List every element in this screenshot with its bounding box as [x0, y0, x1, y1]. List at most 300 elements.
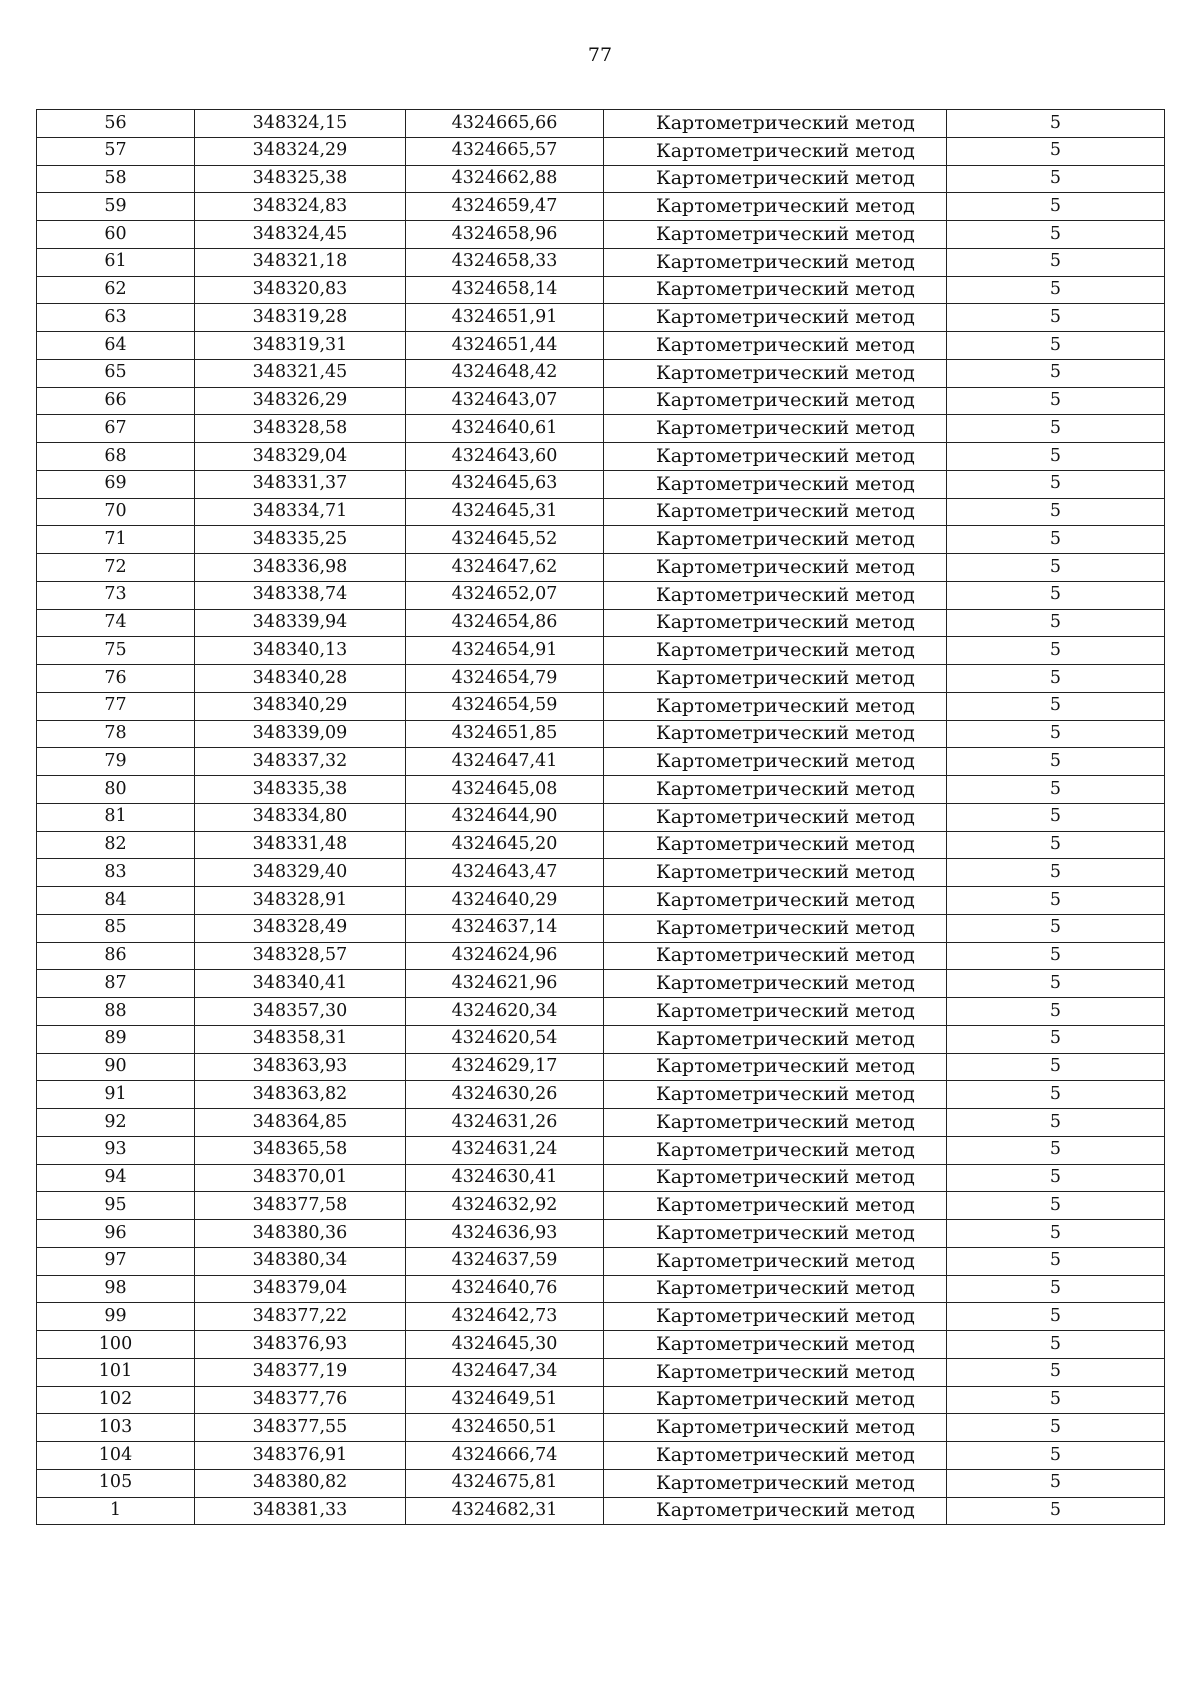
table-row	[37, 248, 1165, 276]
y-coordinate-cell: 4324645,08	[406, 776, 604, 804]
y-coordinate-cell: 4324651,85	[406, 720, 604, 748]
point-number-cell: 89	[37, 1025, 195, 1053]
accuracy-cell: 5	[947, 1220, 1165, 1248]
accuracy-cell: 5	[947, 415, 1165, 443]
x-coordinate-cell: 348358,31	[195, 1025, 406, 1053]
table-row	[37, 1053, 1165, 1081]
table-row	[37, 387, 1165, 415]
y-coordinate-cell: 4324654,86	[406, 609, 604, 637]
method-cell: Картометрический метод	[604, 526, 947, 554]
point-number-cell: 102	[37, 1386, 195, 1414]
point-number-cell: 95	[37, 1192, 195, 1220]
method-cell: Картометрический метод	[604, 498, 947, 526]
method-cell: Картометрический метод	[604, 1081, 947, 1109]
point-number-cell: 58	[37, 165, 195, 193]
table-row	[37, 942, 1165, 970]
point-number-cell: 98	[37, 1275, 195, 1303]
point-number-cell: 103	[37, 1414, 195, 1442]
x-coordinate-cell: 348336,98	[195, 554, 406, 582]
method-cell: Картометрический метод	[604, 332, 947, 360]
method-cell: Картометрический метод	[604, 914, 947, 942]
x-coordinate-cell: 348335,25	[195, 526, 406, 554]
x-coordinate-cell: 348377,55	[195, 1414, 406, 1442]
point-number-cell: 93	[37, 1136, 195, 1164]
table-row	[37, 1331, 1165, 1359]
table-row	[37, 637, 1165, 665]
y-coordinate-cell: 4324643,47	[406, 859, 604, 887]
point-number-cell: 67	[37, 415, 195, 443]
method-cell: Картометрический метод	[604, 276, 947, 304]
method-cell: Картометрический метод	[604, 859, 947, 887]
point-number-cell: 97	[37, 1247, 195, 1275]
accuracy-cell: 5	[947, 1275, 1165, 1303]
y-coordinate-cell: 4324666,74	[406, 1442, 604, 1470]
y-coordinate-cell: 4324620,34	[406, 998, 604, 1026]
y-coordinate-cell: 4324645,52	[406, 526, 604, 554]
method-cell: Картометрический метод	[604, 304, 947, 332]
point-number-cell: 1	[37, 1497, 195, 1525]
point-number-cell: 74	[37, 609, 195, 637]
method-cell: Картометрический метод	[604, 165, 947, 193]
method-cell: Картометрический метод	[604, 1164, 947, 1192]
accuracy-cell: 5	[947, 1109, 1165, 1137]
accuracy-cell: 5	[947, 970, 1165, 998]
point-number-cell: 70	[37, 498, 195, 526]
y-coordinate-cell: 4324662,88	[406, 165, 604, 193]
point-number-cell: 56	[37, 110, 195, 138]
y-coordinate-cell: 4324645,63	[406, 470, 604, 498]
point-number-cell: 78	[37, 720, 195, 748]
point-number-cell: 62	[37, 276, 195, 304]
accuracy-cell: 5	[947, 914, 1165, 942]
table-row	[37, 165, 1165, 193]
point-number-cell: 57	[37, 137, 195, 165]
accuracy-cell: 5	[947, 1331, 1165, 1359]
point-number-cell: 76	[37, 665, 195, 693]
x-coordinate-cell: 348335,38	[195, 776, 406, 804]
table-row	[37, 110, 1165, 138]
y-coordinate-cell: 4324659,47	[406, 193, 604, 221]
method-cell: Картометрический метод	[604, 1136, 947, 1164]
accuracy-cell: 5	[947, 1414, 1165, 1442]
accuracy-cell: 5	[947, 692, 1165, 720]
method-cell: Картометрический метод	[604, 637, 947, 665]
y-coordinate-cell: 4324624,96	[406, 942, 604, 970]
x-coordinate-cell: 348365,58	[195, 1136, 406, 1164]
accuracy-cell: 5	[947, 276, 1165, 304]
table-row	[37, 526, 1165, 554]
x-coordinate-cell: 348363,93	[195, 1053, 406, 1081]
accuracy-cell: 5	[947, 831, 1165, 859]
x-coordinate-cell: 348376,93	[195, 1331, 406, 1359]
method-cell: Картометрический метод	[604, 1358, 947, 1386]
y-coordinate-cell: 4324643,07	[406, 387, 604, 415]
x-coordinate-cell: 348320,83	[195, 276, 406, 304]
point-number-cell: 60	[37, 221, 195, 249]
method-cell: Картометрический метод	[604, 1192, 947, 1220]
method-cell: Картометрический метод	[604, 1442, 947, 1470]
accuracy-cell: 5	[947, 554, 1165, 582]
accuracy-cell: 5	[947, 720, 1165, 748]
point-number-cell: 64	[37, 332, 195, 360]
point-number-cell: 59	[37, 193, 195, 221]
method-cell: Картометрический метод	[604, 1331, 947, 1359]
y-coordinate-cell: 4324636,93	[406, 1220, 604, 1248]
table-row	[37, 1025, 1165, 1053]
point-number-cell: 68	[37, 443, 195, 471]
table-row	[37, 1386, 1165, 1414]
table-row	[37, 609, 1165, 637]
table-row	[37, 914, 1165, 942]
point-number-cell: 105	[37, 1469, 195, 1497]
x-coordinate-cell: 348334,80	[195, 803, 406, 831]
accuracy-cell: 5	[947, 165, 1165, 193]
y-coordinate-cell: 4324658,14	[406, 276, 604, 304]
y-coordinate-cell: 4324632,92	[406, 1192, 604, 1220]
y-coordinate-cell: 4324682,31	[406, 1497, 604, 1525]
y-coordinate-cell: 4324654,79	[406, 665, 604, 693]
accuracy-cell: 5	[947, 1053, 1165, 1081]
point-number-cell: 91	[37, 1081, 195, 1109]
accuracy-cell: 5	[947, 1136, 1165, 1164]
accuracy-cell: 5	[947, 776, 1165, 804]
y-coordinate-cell: 4324621,96	[406, 970, 604, 998]
accuracy-cell: 5	[947, 1247, 1165, 1275]
x-coordinate-cell: 348380,36	[195, 1220, 406, 1248]
table-row	[37, 498, 1165, 526]
x-coordinate-cell: 348331,37	[195, 470, 406, 498]
point-number-cell: 77	[37, 692, 195, 720]
table-row	[37, 1081, 1165, 1109]
point-number-cell: 104	[37, 1442, 195, 1470]
y-coordinate-cell: 4324640,76	[406, 1275, 604, 1303]
accuracy-cell: 5	[947, 942, 1165, 970]
x-coordinate-cell: 348321,18	[195, 248, 406, 276]
point-number-cell: 86	[37, 942, 195, 970]
accuracy-cell: 5	[947, 859, 1165, 887]
y-coordinate-cell: 4324665,66	[406, 110, 604, 138]
method-cell: Картометрический метод	[604, 1275, 947, 1303]
coordinates-table	[36, 109, 1165, 1525]
point-number-cell: 63	[37, 304, 195, 332]
table-row	[37, 221, 1165, 249]
accuracy-cell: 5	[947, 1303, 1165, 1331]
x-coordinate-cell: 348338,74	[195, 581, 406, 609]
x-coordinate-cell: 348331,48	[195, 831, 406, 859]
accuracy-cell: 5	[947, 110, 1165, 138]
point-number-cell: 85	[37, 914, 195, 942]
table-row	[37, 998, 1165, 1026]
table-row	[37, 776, 1165, 804]
accuracy-cell: 5	[947, 1469, 1165, 1497]
method-cell: Картометрический метод	[604, 193, 947, 221]
point-number-cell: 65	[37, 359, 195, 387]
y-coordinate-cell: 4324620,54	[406, 1025, 604, 1053]
accuracy-cell: 5	[947, 998, 1165, 1026]
y-coordinate-cell: 4324640,29	[406, 887, 604, 915]
method-cell: Картометрический метод	[604, 1220, 947, 1248]
y-coordinate-cell: 4324651,44	[406, 332, 604, 360]
y-coordinate-cell: 4324647,34	[406, 1358, 604, 1386]
x-coordinate-cell: 348364,85	[195, 1109, 406, 1137]
point-number-cell: 101	[37, 1358, 195, 1386]
y-coordinate-cell: 4324637,59	[406, 1247, 604, 1275]
point-number-cell: 96	[37, 1220, 195, 1248]
table-row	[37, 137, 1165, 165]
point-number-cell: 80	[37, 776, 195, 804]
table-row	[37, 1247, 1165, 1275]
y-coordinate-cell: 4324654,91	[406, 637, 604, 665]
y-coordinate-cell: 4324643,60	[406, 443, 604, 471]
table-row	[37, 692, 1165, 720]
y-coordinate-cell: 4324631,26	[406, 1109, 604, 1137]
x-coordinate-cell: 348319,31	[195, 332, 406, 360]
table-row	[37, 1220, 1165, 1248]
x-coordinate-cell: 348357,30	[195, 998, 406, 1026]
accuracy-cell: 5	[947, 470, 1165, 498]
accuracy-cell: 5	[947, 193, 1165, 221]
y-coordinate-cell: 4324647,41	[406, 748, 604, 776]
table-row	[37, 665, 1165, 693]
y-coordinate-cell: 4324654,59	[406, 692, 604, 720]
point-number-cell: 83	[37, 859, 195, 887]
x-coordinate-cell: 348380,34	[195, 1247, 406, 1275]
accuracy-cell: 5	[947, 1025, 1165, 1053]
x-coordinate-cell: 348340,41	[195, 970, 406, 998]
accuracy-cell: 5	[947, 609, 1165, 637]
x-coordinate-cell: 348324,15	[195, 110, 406, 138]
method-cell: Картометрический метод	[604, 1303, 947, 1331]
table-row	[37, 581, 1165, 609]
method-cell: Картометрический метод	[604, 359, 947, 387]
method-cell: Картометрический метод	[604, 609, 947, 637]
y-coordinate-cell: 4324645,30	[406, 1331, 604, 1359]
table-row	[37, 470, 1165, 498]
point-number-cell: 69	[37, 470, 195, 498]
x-coordinate-cell: 348381,33	[195, 1497, 406, 1525]
method-cell: Картометрический метод	[604, 443, 947, 471]
point-number-cell: 66	[37, 387, 195, 415]
x-coordinate-cell: 348328,91	[195, 887, 406, 915]
table-row	[37, 1136, 1165, 1164]
y-coordinate-cell: 4324658,33	[406, 248, 604, 276]
x-coordinate-cell: 348370,01	[195, 1164, 406, 1192]
accuracy-cell: 5	[947, 1497, 1165, 1525]
accuracy-cell: 5	[947, 665, 1165, 693]
table-row	[37, 193, 1165, 221]
point-number-cell: 87	[37, 970, 195, 998]
accuracy-cell: 5	[947, 637, 1165, 665]
y-coordinate-cell: 4324630,41	[406, 1164, 604, 1192]
point-number-cell: 72	[37, 554, 195, 582]
table-row	[37, 1414, 1165, 1442]
x-coordinate-cell: 348376,91	[195, 1442, 406, 1470]
x-coordinate-cell: 348380,82	[195, 1469, 406, 1497]
table-row	[37, 1192, 1165, 1220]
y-coordinate-cell: 4324644,90	[406, 803, 604, 831]
point-number-cell: 61	[37, 248, 195, 276]
x-coordinate-cell: 348325,38	[195, 165, 406, 193]
accuracy-cell: 5	[947, 359, 1165, 387]
point-number-cell: 99	[37, 1303, 195, 1331]
x-coordinate-cell: 348324,29	[195, 137, 406, 165]
method-cell: Картометрический метод	[604, 554, 947, 582]
x-coordinate-cell: 348340,13	[195, 637, 406, 665]
point-number-cell: 79	[37, 748, 195, 776]
point-number-cell: 92	[37, 1109, 195, 1137]
x-coordinate-cell: 348363,82	[195, 1081, 406, 1109]
method-cell: Картометрический метод	[604, 692, 947, 720]
method-cell: Картометрический метод	[604, 665, 947, 693]
method-cell: Картометрический метод	[604, 942, 947, 970]
point-number-cell: 88	[37, 998, 195, 1026]
point-number-cell: 71	[37, 526, 195, 554]
method-cell: Картометрический метод	[604, 998, 947, 1026]
accuracy-cell: 5	[947, 1192, 1165, 1220]
table-row	[37, 970, 1165, 998]
table-row	[37, 332, 1165, 360]
point-number-cell: 73	[37, 581, 195, 609]
y-coordinate-cell: 4324665,57	[406, 137, 604, 165]
table-row	[37, 887, 1165, 915]
x-coordinate-cell: 348379,04	[195, 1275, 406, 1303]
method-cell: Картометрический метод	[604, 581, 947, 609]
x-coordinate-cell: 348321,45	[195, 359, 406, 387]
accuracy-cell: 5	[947, 581, 1165, 609]
y-coordinate-cell: 4324650,51	[406, 1414, 604, 1442]
x-coordinate-cell: 348337,32	[195, 748, 406, 776]
table-row	[37, 443, 1165, 471]
method-cell: Картометрический метод	[604, 1025, 947, 1053]
method-cell: Картометрический метод	[604, 1414, 947, 1442]
accuracy-cell: 5	[947, 1164, 1165, 1192]
method-cell: Картометрический метод	[604, 221, 947, 249]
accuracy-cell: 5	[947, 1081, 1165, 1109]
table-row	[37, 859, 1165, 887]
point-number-cell: 100	[37, 1331, 195, 1359]
x-coordinate-cell: 348328,49	[195, 914, 406, 942]
accuracy-cell: 5	[947, 387, 1165, 415]
table-row	[37, 748, 1165, 776]
x-coordinate-cell: 348339,94	[195, 609, 406, 637]
y-coordinate-cell: 4324645,20	[406, 831, 604, 859]
x-coordinate-cell: 348377,19	[195, 1358, 406, 1386]
method-cell: Картометрический метод	[604, 470, 947, 498]
accuracy-cell: 5	[947, 1386, 1165, 1414]
x-coordinate-cell: 348339,09	[195, 720, 406, 748]
accuracy-cell: 5	[947, 137, 1165, 165]
x-coordinate-cell: 348340,29	[195, 692, 406, 720]
point-number-cell: 75	[37, 637, 195, 665]
y-coordinate-cell: 4324649,51	[406, 1386, 604, 1414]
accuracy-cell: 5	[947, 803, 1165, 831]
method-cell: Картометрический метод	[604, 1386, 947, 1414]
table-row	[37, 1497, 1165, 1525]
table-row	[37, 415, 1165, 443]
method-cell: Картометрический метод	[604, 970, 947, 998]
y-coordinate-cell: 4324645,31	[406, 498, 604, 526]
table-row	[37, 1358, 1165, 1386]
accuracy-cell: 5	[947, 248, 1165, 276]
method-cell: Картометрический метод	[604, 1497, 947, 1525]
y-coordinate-cell: 4324637,14	[406, 914, 604, 942]
table-row	[37, 1109, 1165, 1137]
point-number-cell: 81	[37, 803, 195, 831]
accuracy-cell: 5	[947, 748, 1165, 776]
y-coordinate-cell: 4324675,81	[406, 1469, 604, 1497]
method-cell: Картометрический метод	[604, 1109, 947, 1137]
point-number-cell: 84	[37, 887, 195, 915]
method-cell: Картометрический метод	[604, 776, 947, 804]
table-row	[37, 276, 1165, 304]
table-row	[37, 359, 1165, 387]
accuracy-cell: 5	[947, 332, 1165, 360]
x-coordinate-cell: 348326,29	[195, 387, 406, 415]
table-row	[37, 1442, 1165, 1470]
method-cell: Картометрический метод	[604, 720, 947, 748]
point-number-cell: 90	[37, 1053, 195, 1081]
x-coordinate-cell: 348377,58	[195, 1192, 406, 1220]
table-row	[37, 1303, 1165, 1331]
page-number: 77	[587, 44, 613, 66]
y-coordinate-cell: 4324648,42	[406, 359, 604, 387]
accuracy-cell: 5	[947, 221, 1165, 249]
point-number-cell: 82	[37, 831, 195, 859]
y-coordinate-cell: 4324642,73	[406, 1303, 604, 1331]
accuracy-cell: 5	[947, 526, 1165, 554]
method-cell: Картометрический метод	[604, 831, 947, 859]
table-row	[37, 304, 1165, 332]
x-coordinate-cell: 348328,58	[195, 415, 406, 443]
y-coordinate-cell: 4324647,62	[406, 554, 604, 582]
accuracy-cell: 5	[947, 1358, 1165, 1386]
method-cell: Картометрический метод	[604, 387, 947, 415]
method-cell: Картометрический метод	[604, 748, 947, 776]
x-coordinate-cell: 348377,22	[195, 1303, 406, 1331]
method-cell: Картометрический метод	[604, 887, 947, 915]
table-row	[37, 720, 1165, 748]
y-coordinate-cell: 4324629,17	[406, 1053, 604, 1081]
point-number-cell: 94	[37, 1164, 195, 1192]
y-coordinate-cell: 4324640,61	[406, 415, 604, 443]
accuracy-cell: 5	[947, 443, 1165, 471]
accuracy-cell: 5	[947, 887, 1165, 915]
table-row	[37, 1469, 1165, 1497]
x-coordinate-cell: 348319,28	[195, 304, 406, 332]
x-coordinate-cell: 348328,57	[195, 942, 406, 970]
method-cell: Картометрический метод	[604, 110, 947, 138]
method-cell: Картометрический метод	[604, 248, 947, 276]
accuracy-cell: 5	[947, 1442, 1165, 1470]
x-coordinate-cell: 348329,40	[195, 859, 406, 887]
x-coordinate-cell: 348377,76	[195, 1386, 406, 1414]
method-cell: Картометрический метод	[604, 1053, 947, 1081]
y-coordinate-cell: 4324658,96	[406, 221, 604, 249]
x-coordinate-cell: 348340,28	[195, 665, 406, 693]
table-row	[37, 803, 1165, 831]
y-coordinate-cell: 4324651,91	[406, 304, 604, 332]
x-coordinate-cell: 348324,45	[195, 221, 406, 249]
method-cell: Картометрический метод	[604, 415, 947, 443]
method-cell: Картометрический метод	[604, 137, 947, 165]
x-coordinate-cell: 348324,83	[195, 193, 406, 221]
y-coordinate-cell: 4324631,24	[406, 1136, 604, 1164]
table-row	[37, 1275, 1165, 1303]
method-cell: Картометрический метод	[604, 803, 947, 831]
accuracy-cell: 5	[947, 304, 1165, 332]
method-cell: Картометрический метод	[604, 1247, 947, 1275]
table-row	[37, 554, 1165, 582]
